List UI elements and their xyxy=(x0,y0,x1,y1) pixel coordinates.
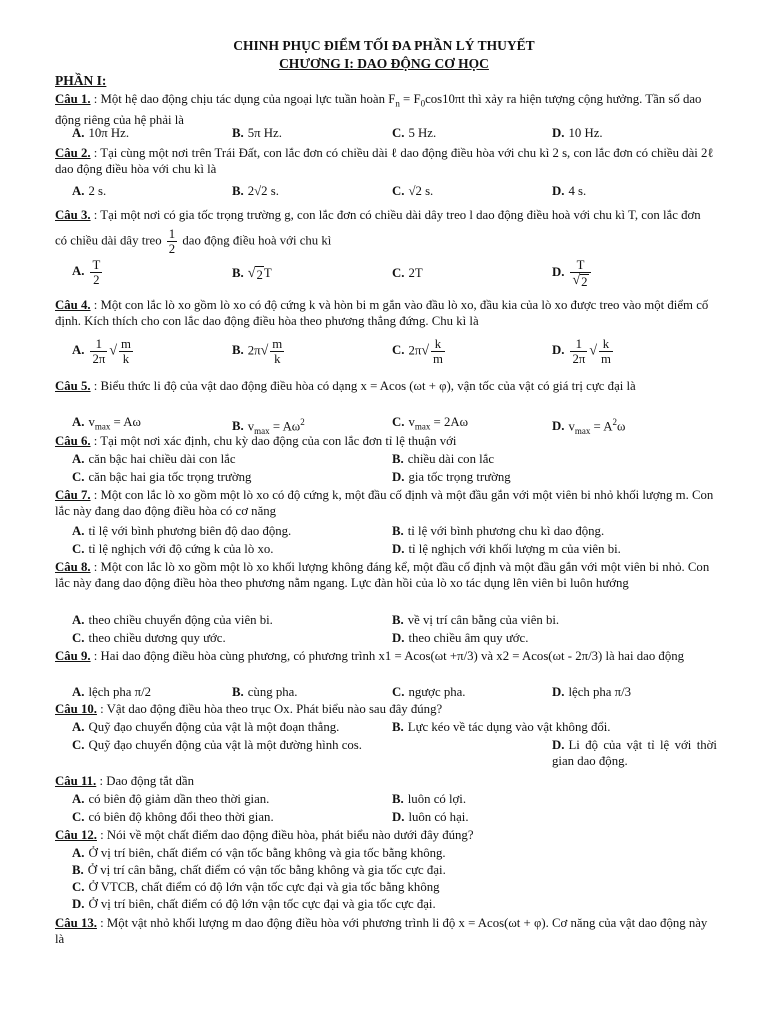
question-text-part: = F xyxy=(399,92,421,106)
question-text: : Một hệ dao động chịu tác dụng của ngoại lực tuần hoàn F xyxy=(93,92,396,106)
option-letter: B. xyxy=(72,863,84,877)
option-text: tỉ lệ nghịch với độ cứng k của lò xo. xyxy=(88,542,274,556)
q7-option-a[interactable] xyxy=(72,523,291,539)
option-letter: D. xyxy=(552,343,565,358)
q3-option-d[interactable] xyxy=(552,258,593,289)
question-text: : Tại một nơi xác định, chu kỳ dao động của con lắc đơn tỉ lệ thuận với xyxy=(93,434,457,448)
question-number: Câu 5. xyxy=(55,379,91,393)
option-fraction: $\frac{T}{2}$ xyxy=(92,258,101,287)
option-letter: C. xyxy=(72,470,85,484)
option-text: 2 s. xyxy=(88,184,107,198)
option-letter: D. xyxy=(392,810,405,824)
option-letter: C. xyxy=(392,685,405,699)
question-11 xyxy=(55,773,715,789)
option-text: lệch pha π/2 xyxy=(88,685,152,699)
option-text: 4 s. xyxy=(568,184,587,198)
q6-option-b[interactable] xyxy=(392,451,494,467)
question-number: Câu 3. xyxy=(55,208,91,222)
option-text: chiều dài con lắc xyxy=(407,452,495,466)
option-letter: D. xyxy=(392,631,405,645)
option-letter: C. xyxy=(392,415,405,429)
option-text: √2 s. xyxy=(408,184,434,198)
q4-option-b[interactable]: B. 2π√ $\frac{m}{k}$ xyxy=(232,337,283,366)
q9-option-d[interactable] xyxy=(552,684,631,700)
option-text: có biên độ giảm dần theo thời gian. xyxy=(88,792,270,806)
option-text: Ở VTCB, chất điểm có độ lớn vận tốc cực đại và gia tốc bằng không xyxy=(88,880,440,894)
question-number: Câu 9. xyxy=(55,649,91,663)
option-text: 5 Hz. xyxy=(408,126,437,140)
q2-option-b[interactable] xyxy=(232,183,279,199)
question-3 xyxy=(55,203,715,256)
option-text: tỉ lệ với bình phương biên độ dao động. xyxy=(88,524,292,538)
q3-option-a[interactable] xyxy=(72,258,104,287)
fraction-half: $\frac{1}{2}$ xyxy=(168,227,176,256)
question-8 xyxy=(55,559,715,591)
q12-option-a[interactable] xyxy=(72,845,446,861)
option-letter: A. xyxy=(72,415,85,429)
option-letter: D. xyxy=(72,897,85,911)
q11-option-b[interactable] xyxy=(392,791,466,807)
option-letter: D. xyxy=(552,685,565,699)
q2-option-c[interactable] xyxy=(392,183,433,199)
section-heading: PHẦN I: xyxy=(55,73,107,88)
question-number: Câu 1. xyxy=(55,92,91,106)
option-letter: D. xyxy=(552,265,565,280)
option-letter: C. xyxy=(72,810,85,824)
option-letter: D. xyxy=(392,542,405,556)
question-number: Câu 10. xyxy=(55,702,97,716)
option-text: về vị trí cân bằng của viên bi. xyxy=(407,613,560,627)
q4-option-c[interactable]: C. 2π√ $\frac{k}{m}$ xyxy=(392,337,443,366)
question-text: : Một con lắc lò xo gồm một lò xo khối lượng không đáng kể, một đầu cố định và một đầu gắn với một viên bi nhỏ. Con lắc này đang dao động điều hòa theo phương nằm ngang. Lực đàn hồi của lò xo tác dụng lên viên bi luôn hướng xyxy=(55,560,710,590)
option-letter: B. xyxy=(392,524,404,538)
q7-option-b[interactable] xyxy=(392,523,604,539)
q5-option-d[interactable]: D. $v_{max} = A^2\omega$ xyxy=(552,417,626,436)
q9-option-c[interactable] xyxy=(392,684,466,700)
q6-option-a[interactable] xyxy=(72,451,236,467)
option-letter: B. xyxy=(392,720,404,734)
q1-option-a[interactable] xyxy=(72,125,129,141)
option-letter: C. xyxy=(392,184,405,198)
option-letter: C. xyxy=(392,266,405,280)
option-letter: B. xyxy=(232,343,244,358)
q12-option-b[interactable] xyxy=(72,862,446,878)
q11-option-c[interactable] xyxy=(72,809,274,825)
q4-option-a[interactable]: A. $\frac{1}{2\pi}$ √ $\frac{m}{k}$ xyxy=(72,337,131,366)
question-text: : Một con lắc lò xo gồm lò xo có độ cứng k và hòn bi m gắn vào đầu lò xo, đầu kia của lò xo được treo vào một điểm cố định. Kích thích cho con lắc dao động điều hòa theo phương thẳng đứng. Chu kì là xyxy=(55,298,709,328)
option-text: 5π Hz. xyxy=(247,126,282,140)
q3-option-b[interactable]: B. √2T xyxy=(232,266,272,282)
option-letter: D. xyxy=(392,470,405,484)
option-letter: B. xyxy=(232,126,244,140)
q11-option-d[interactable] xyxy=(392,809,469,825)
question-number: Câu 11. xyxy=(55,774,97,788)
option-text: cùng pha. xyxy=(247,685,298,699)
question-text-part: dao động điều hoà với chu kì xyxy=(182,233,332,248)
option-text: 10π Hz. xyxy=(88,126,130,140)
q9-option-a[interactable] xyxy=(72,684,151,700)
option-text: tỉ lệ nghịch với khối lượng m của viên bi. xyxy=(408,542,621,556)
option-letter: D. xyxy=(552,126,565,140)
option-letter: A. xyxy=(72,524,85,538)
option-text: tỉ lệ với bình phương chu kì dao động. xyxy=(407,524,605,538)
question-7 xyxy=(55,487,715,519)
q10-option-c[interactable] xyxy=(72,737,362,753)
question-number: Câu 4. xyxy=(55,298,91,312)
question-number: Câu 12. xyxy=(55,828,97,842)
option-letter: D. xyxy=(552,184,565,198)
q10-option-b[interactable] xyxy=(392,719,611,735)
option-letter: A. xyxy=(72,685,85,699)
option-text: theo chiều chuyển động của viên bi. xyxy=(88,613,273,627)
option-letter: D. xyxy=(552,419,565,434)
option-fraction: $\frac{T}{√2}$ xyxy=(570,258,590,289)
option-letter: A. xyxy=(72,264,85,279)
question-text: : Nói về một chất điểm dao động điều hòa, phát biểu nào dưới đây đúng? xyxy=(100,828,474,842)
q10-option-d[interactable] xyxy=(552,737,717,769)
question-number: Câu 2. xyxy=(55,146,91,160)
q1-option-c[interactable] xyxy=(392,125,436,141)
q11-option-a[interactable] xyxy=(72,791,269,807)
question-12 xyxy=(55,827,715,843)
q5-option-c[interactable]: C. $v_{max} = 2A\omega$ xyxy=(392,415,469,432)
option-text: Ở vị trí biên, chất điểm có độ lớn vận tốc cực đại và gia tốc cực đại. xyxy=(88,897,436,911)
option-text: Lực kéo về tác dụng vào vật không đổi. xyxy=(407,720,611,734)
q5-option-a[interactable]: A. $v_{max} = A\omega$ xyxy=(72,415,141,432)
q8-option-a[interactable] xyxy=(72,612,273,628)
option-text: theo chiều âm quy ước. xyxy=(408,631,529,645)
question-number: Câu 7. xyxy=(55,488,91,502)
option-letter: B. xyxy=(232,266,244,280)
q7-option-c[interactable] xyxy=(72,541,273,557)
option-text: Ở vị trí cân bằng, chất điểm có vận tốc bằng không và gia tốc cực đại. xyxy=(87,863,446,877)
q12-option-c[interactable] xyxy=(72,879,440,895)
option-text: Quỹ đạo chuyển động của vật là một đoạn thẳng. xyxy=(88,720,340,734)
q8-option-b[interactable] xyxy=(392,612,559,628)
q8-option-d[interactable] xyxy=(392,630,528,646)
option-letter: C. xyxy=(72,880,85,894)
option-text: căn bậc hai gia tốc trọng trường xyxy=(88,470,252,484)
option-letter: B. xyxy=(232,184,244,198)
option-text: căn bậc hai chiều dài con lắc xyxy=(88,452,236,466)
q4-option-d[interactable]: D. $\frac{1}{2\pi}$ √ $\frac{k}{m}$ xyxy=(552,337,611,366)
question-text: : Vật dao động điều hòa theo trục Ox. Phát biểu nào sau đây đúng? xyxy=(100,702,443,716)
option-letter: C. xyxy=(72,631,85,645)
question-number: Câu 13. xyxy=(55,916,97,930)
option-letter: B. xyxy=(232,419,244,434)
q2-option-a[interactable] xyxy=(72,183,106,199)
option-letter: B. xyxy=(392,613,404,627)
option-text: có biên độ không đổi theo thời gian. xyxy=(88,810,274,824)
option-letter: A. xyxy=(72,792,85,806)
option-letter: D. xyxy=(552,738,565,752)
question-2 xyxy=(55,145,715,177)
option-letter: C. xyxy=(72,542,85,556)
chapter-title: CHƯƠNG I: DAO ĐỘNG CƠ HỌC xyxy=(279,56,489,71)
q10-option-a[interactable] xyxy=(72,719,339,735)
question-text: : Biểu thức li độ của vật dao động điều hòa có dạng x = Acos (ωt + φ), vận tốc của vật có giá trị cực đại là xyxy=(93,379,636,393)
q6-option-d[interactable] xyxy=(392,469,511,485)
option-text: theo chiều dương quy ước. xyxy=(88,631,226,645)
option-text: 10 Hz. xyxy=(568,126,603,140)
question-text: : Tại cùng một nơi trên Trái Đất, con lắc đơn có chiều dài ℓ dao động điều hòa với chu kì 2 s, con lắc đơn có chiều dài 2ℓ dao động điều hòa với chu kì là xyxy=(55,146,714,176)
question-4 xyxy=(55,297,715,329)
question-text: : Tại một nơi có gia tốc trọng trường g, con lắc đơn có chiều dài dây treo l dao động điều hoà với chu kì T, con lắc đơn có chiều dài dây treo xyxy=(55,208,701,248)
option-letter: A. xyxy=(72,452,85,466)
document-title: CHINH PHỤC ĐIỂM TỐI ĐA PHẦN LÝ THUYẾT xyxy=(233,38,535,53)
option-text: Li độ của vật tỉ lệ với thời gian dao động. xyxy=(552,738,717,768)
option-letter: A. xyxy=(72,184,85,198)
option-letter: C. xyxy=(72,738,85,752)
option-letter: A. xyxy=(72,343,85,358)
option-letter: A. xyxy=(72,613,85,627)
question-number: Câu 6. xyxy=(55,434,91,448)
q3-option-c[interactable]: C. 2T xyxy=(392,266,423,280)
option-letter: C. xyxy=(392,343,405,358)
q6-option-c[interactable] xyxy=(72,469,251,485)
option-letter: A. xyxy=(72,126,85,140)
option-text: luôn có lợi. xyxy=(407,792,467,806)
question-text: : Dao động tắt dần xyxy=(99,774,194,788)
q8-option-c[interactable] xyxy=(72,630,226,646)
question-9 xyxy=(55,648,715,664)
q5-option-b[interactable]: B. $v_{max} = A\omega^2$ xyxy=(232,417,305,436)
option-letter: C. xyxy=(392,126,405,140)
question-text: : Một con lắc lò xo gồm một lò xo có độ cứng k, một đầu cố định và một đầu gắn với một viên bi nhỏ khối lượng m. Con lắc này đang dao động điều hòa có cơ năng xyxy=(55,488,714,518)
q12-option-d[interactable] xyxy=(72,896,436,912)
option-letter: B. xyxy=(232,685,244,699)
question-13 xyxy=(55,915,715,947)
question-text: : Một vật nhỏ khối lượng m dao động điều hòa với phương trình li độ x = Acos(ωt + φ). Cơ năng của vật dao động này là xyxy=(55,916,708,946)
option-text: 2√2 s. xyxy=(247,184,279,198)
option-letter: B. xyxy=(392,452,404,466)
question-6 xyxy=(55,433,715,449)
option-text: Quỹ đạo chuyển động của vật là một đường hình cos. xyxy=(88,738,362,752)
q9-option-b[interactable] xyxy=(232,684,298,700)
question-text: : Hai dao động điều hòa cùng phương, có phương trình x1 = Acos(ωt +π/3) và x2 = Acos(ωt - 2π/3) là hai dao động xyxy=(93,649,685,663)
q1-option-b[interactable] xyxy=(232,125,282,141)
option-text: lệch pha π/3 xyxy=(568,685,632,699)
option-text: gia tốc trọng trường xyxy=(408,470,511,484)
question-number: Câu 8. xyxy=(55,560,91,574)
q1-option-d[interactable] xyxy=(552,125,603,141)
option-letter: A. xyxy=(72,720,85,734)
q7-option-d[interactable] xyxy=(392,541,621,557)
option-letter: B. xyxy=(392,792,404,806)
option-text: ngược pha. xyxy=(408,685,466,699)
option-text: luôn có hại. xyxy=(408,810,469,824)
option-letter: A. xyxy=(72,846,85,860)
question-10 xyxy=(55,701,715,717)
q2-option-d[interactable] xyxy=(552,183,586,199)
question-5 xyxy=(55,378,715,394)
option-text: Ở vị trí biên, chất điểm có vận tốc bằng không và gia tốc bằng không. xyxy=(88,846,446,860)
question-text-part: cos10πt thì xảy ra hiện tượng cộng hưởng. Tần số dao động riêng của hệ phải là xyxy=(55,92,702,127)
question-1: Câu 1. : Một hệ dao động chịu tác dụng của ngoại lực tuần hoàn $F_n = F_0\cos 10\pi t$ thì xảy ra hiện tượng cộng hưởng. Tần số dao động riêng của hệ phải là xyxy=(55,92,702,127)
